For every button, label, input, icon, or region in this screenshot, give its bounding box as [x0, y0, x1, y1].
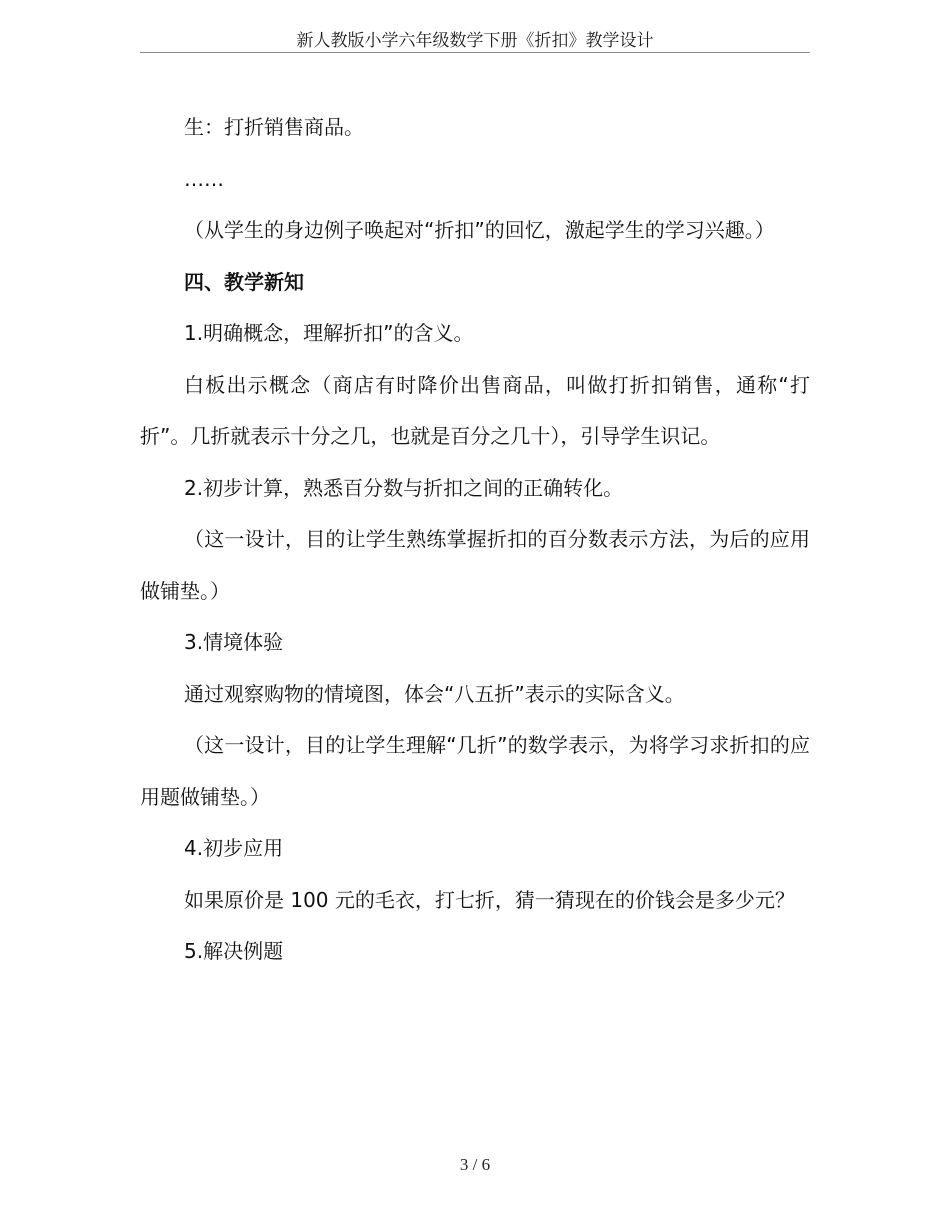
page-header: 新人教版小学六年级数学下册《折扣》教学设计 [296, 31, 654, 51]
paragraph-step-4: 4.初步应用 [184, 836, 284, 860]
paragraph-design-note-1: （从学生的身边例子唤起对“折扣”的回忆，激起学生的学习兴趣。） [184, 218, 775, 242]
paragraph-concept: 白板出示概念（商店有时降价出售商品，叫做打折扣销售，通称“打折”。几折就表示十分之几，也就是百分之几十），引导学生识记。 [140, 372, 810, 448]
paragraph-step-3: 3.情境体验 [184, 630, 284, 654]
header-divider [140, 52, 810, 53]
paragraph-step-2: 2.初步计算，熟悉百分数与折扣之间的正确转化。 [184, 475, 624, 500]
paragraph-question: 如果原价是 100 元的毛衣，打七折，猜一猜现在的价钱会是多少元？ [184, 887, 795, 912]
paragraph-ellipsis: …… [184, 166, 224, 191]
section-heading-new-knowledge: 四、教学新知 [184, 269, 304, 294]
paragraph-step-1: 1.明确概念，理解折扣”的含义。 [184, 321, 474, 345]
paragraph-design-note-3: （这一设计，目的让学生理解“几折”的数学表示，为将学习求折扣的应用题做铺垫。） [140, 733, 810, 809]
paragraph-step-5: 5.解决例题 [184, 939, 284, 963]
paragraph-student-answer: 生：打折销售商品。 [184, 115, 364, 139]
paragraph-design-note-2: （这一设计，目的让学生熟练掌握折扣的百分数表示方法，为后的应用做铺垫。） [140, 527, 810, 603]
paragraph-scenario: 通过观察购物的情境图，体会“八五折”表示的实际含义。 [184, 681, 685, 706]
document-body [140, 102, 810, 978]
page-number: 3 / 6 [459, 1155, 491, 1174]
